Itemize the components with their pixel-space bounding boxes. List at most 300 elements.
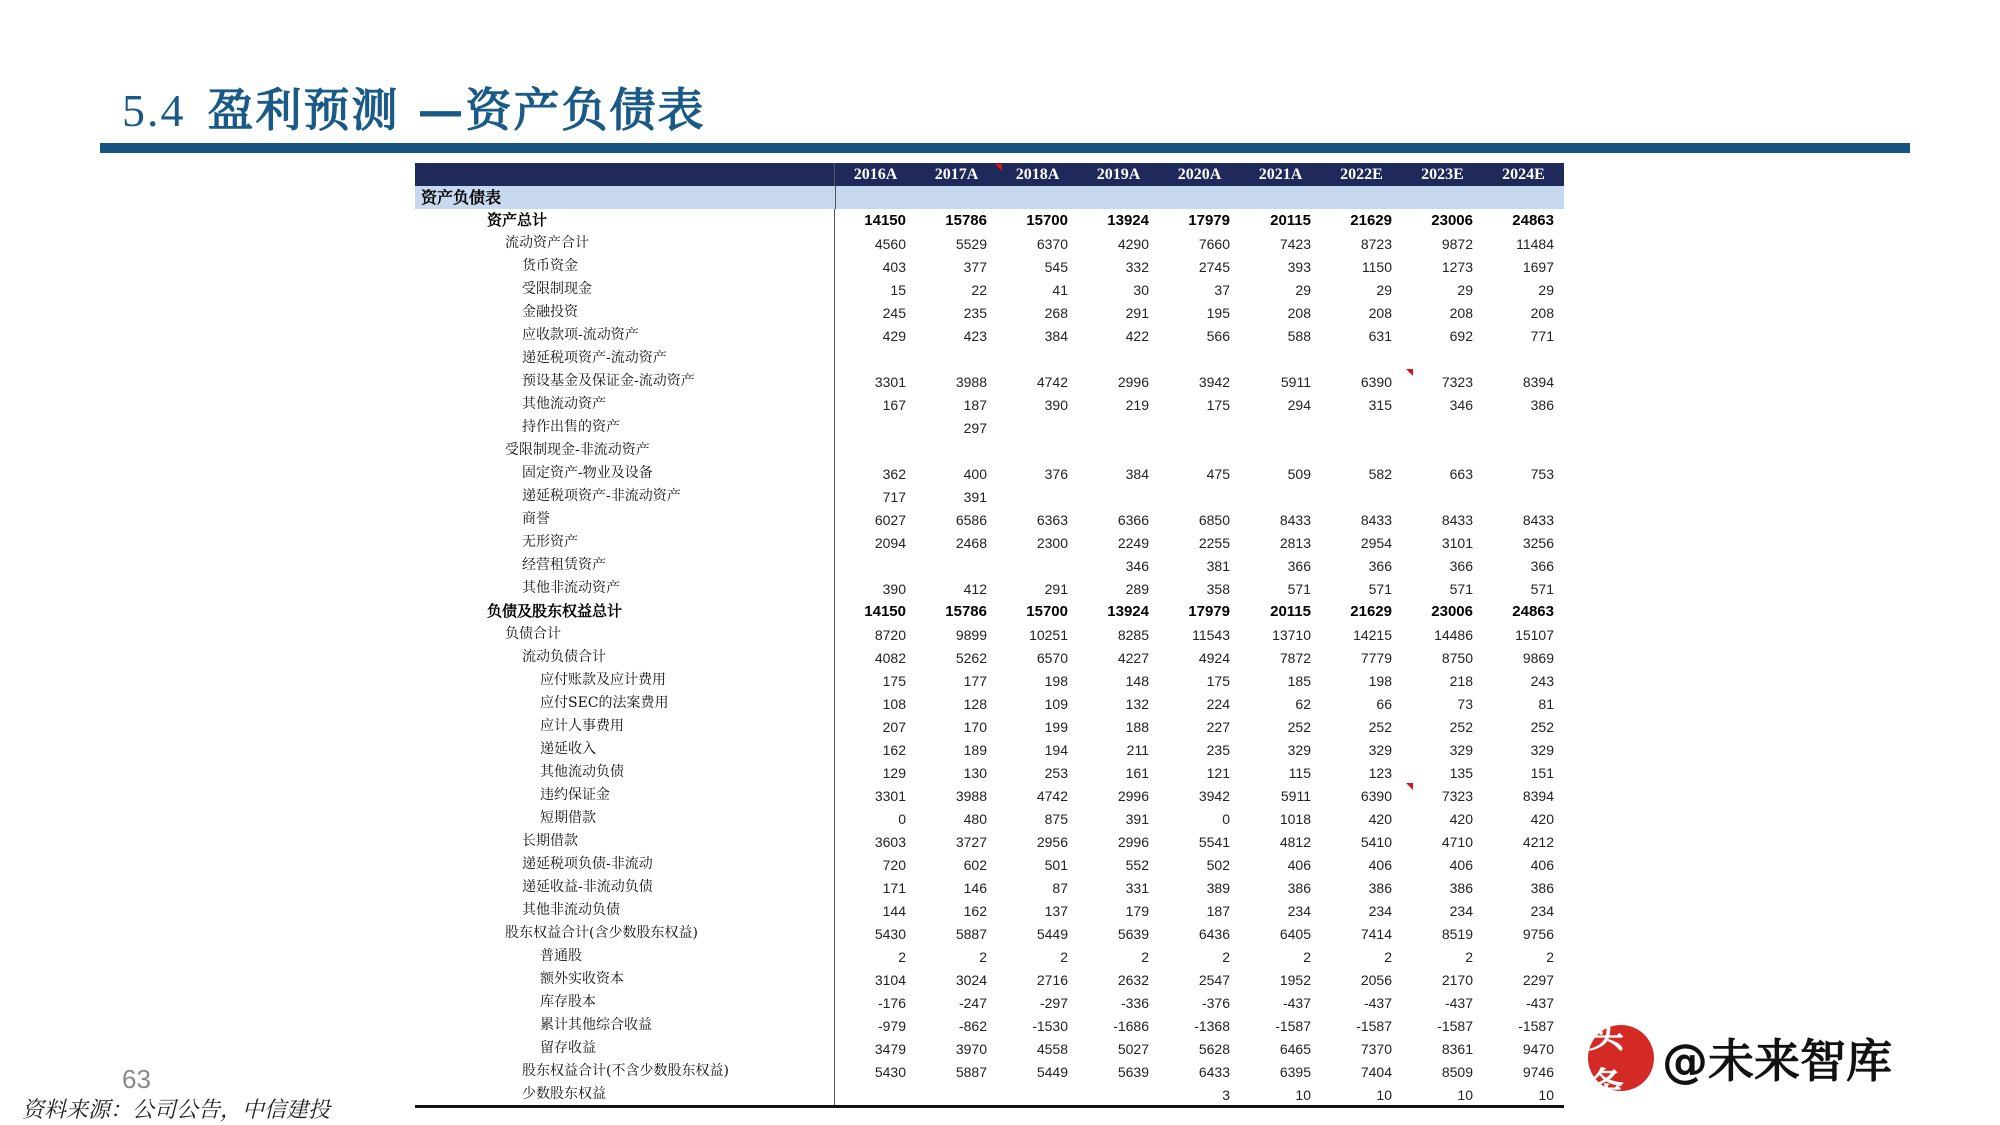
table-row [415, 1014, 1564, 1037]
value-cell: 6405 [1279, 925, 1311, 942]
value-cell: 5911 [1280, 373, 1311, 390]
table-row [415, 623, 1564, 646]
value-cell: 376 [1044, 465, 1068, 482]
value-cell: 381 [1206, 557, 1230, 574]
value-cell: 2813 [1279, 534, 1311, 551]
row-label: 其他流动负债 [415, 761, 835, 784]
value-cell: 8394 [1522, 787, 1554, 804]
value-cell: 2632 [1117, 971, 1149, 988]
table-row [415, 830, 1564, 853]
row-label: 递延税项资产-非流动资产 [415, 485, 835, 508]
value-cell: 6370 [1036, 235, 1068, 252]
value-cell: 13924 [1107, 212, 1149, 229]
value-cell: 329 [1287, 741, 1311, 758]
value-cell: 132 [1125, 695, 1149, 712]
value-cell: 29 [1538, 281, 1554, 298]
value-cell: -437 [1363, 994, 1392, 1011]
table-row [415, 715, 1564, 738]
value-cell: 108 [882, 695, 906, 712]
watermark [1588, 1015, 1892, 1107]
value-cell: 4227 [1117, 649, 1149, 666]
value-cell: 717 [882, 488, 906, 505]
row-label: 经营租赁资产 [415, 554, 835, 577]
value-cell: 3301 [874, 373, 906, 390]
value-cell: 366 [1368, 557, 1392, 574]
value-cell: 5430 [874, 1063, 906, 1080]
value-cell: 4742 [1036, 787, 1068, 804]
value-cell: 386 [1530, 879, 1554, 896]
value-cell: 2094 [874, 534, 906, 551]
value-cell: 2300 [1036, 534, 1068, 551]
value-cell: 390 [1044, 396, 1068, 413]
value-cell: 2996 [1117, 787, 1149, 804]
value-cell: 144 [882, 902, 906, 919]
row-label: 递延收益-非流动负债 [415, 876, 835, 899]
value-cell: -1587 [1518, 1017, 1554, 1034]
value-cell: 2255 [1198, 534, 1230, 551]
year-header-2022E: 2022E [1340, 165, 1383, 183]
value-cell: 2954 [1360, 534, 1392, 551]
table-row [415, 807, 1564, 830]
table-row [415, 439, 1564, 462]
value-cell: -247 [958, 994, 987, 1011]
value-cell: -1587 [1275, 1017, 1311, 1034]
title-divider [100, 143, 1910, 153]
table-header-row [415, 163, 1564, 186]
value-cell: 5449 [1036, 925, 1068, 942]
value-cell: 571 [1287, 580, 1311, 597]
value-cell: 8394 [1522, 373, 1554, 390]
value-cell: 571 [1449, 580, 1473, 597]
value-cell: 208 [1449, 304, 1473, 321]
year-header-2024E: 2024E [1502, 165, 1545, 183]
value-cell: 5449 [1036, 1063, 1068, 1080]
value-cell: 3256 [1522, 534, 1554, 551]
value-cell: 29 [1376, 281, 1392, 298]
value-cell: 185 [1287, 672, 1311, 689]
value-cell: 14150 [864, 212, 906, 229]
value-cell: 207 [882, 718, 906, 735]
value-cell: 420 [1449, 810, 1473, 827]
value-cell: -336 [1120, 994, 1149, 1011]
value-cell: 3942 [1198, 787, 1230, 804]
value-cell: 8519 [1441, 925, 1473, 942]
value-cell: 5639 [1117, 1063, 1149, 1080]
value-cell: 224 [1206, 695, 1230, 712]
value-cell: 167 [882, 396, 906, 413]
value-cell: -376 [1201, 994, 1230, 1011]
page-number: 63 [122, 1064, 151, 1094]
value-cell: 8285 [1117, 626, 1149, 643]
value-cell: 252 [1530, 718, 1554, 735]
value-cell: 6027 [874, 511, 906, 528]
value-cell: 8433 [1522, 511, 1554, 528]
row-label: 应付SEC的法案费用 [415, 692, 835, 715]
value-cell: 21629 [1350, 603, 1392, 620]
table-row [415, 278, 1564, 301]
value-cell: 390 [882, 580, 906, 597]
value-cell: 289 [1125, 580, 1149, 597]
row-label: 违约保证金 [415, 784, 835, 807]
value-cell: 389 [1206, 879, 1230, 896]
table-row [415, 508, 1564, 531]
table-row [415, 1037, 1564, 1060]
value-cell: 602 [963, 856, 987, 873]
value-cell: 692 [1449, 327, 1473, 344]
value-cell: 208 [1530, 304, 1554, 321]
value-cell: 162 [963, 902, 987, 919]
table-row [415, 784, 1564, 807]
value-cell: 1697 [1522, 258, 1554, 275]
value-cell: 1273 [1441, 258, 1473, 275]
value-cell: 2996 [1117, 373, 1149, 390]
value-cell: 123 [1368, 764, 1392, 781]
row-label: 流动负债合计 [415, 646, 835, 669]
table-row [415, 761, 1564, 784]
value-cell: 22 [971, 281, 987, 298]
value-cell: 588 [1287, 327, 1311, 344]
value-cell: -1368 [1194, 1017, 1230, 1034]
value-cell: 2297 [1522, 971, 1554, 988]
value-cell: 7323 [1441, 373, 1473, 390]
row-label: 持作出售的资产 [415, 416, 835, 439]
value-cell: 9470 [1522, 1040, 1554, 1057]
section-number: 5.4 [122, 85, 186, 136]
value-cell: 366 [1530, 557, 1554, 574]
row-label: 其他流动资产 [415, 393, 835, 416]
value-cell: 329 [1368, 741, 1392, 758]
table-row [415, 738, 1564, 761]
value-cell: 177 [963, 672, 987, 689]
value-cell: 234 [1530, 902, 1554, 919]
value-cell: 720 [882, 856, 906, 873]
value-cell: 384 [1044, 327, 1068, 344]
value-cell: 161 [1125, 764, 1149, 781]
value-cell: 235 [963, 304, 987, 321]
value-cell: 5628 [1198, 1040, 1230, 1057]
value-cell: 3988 [955, 373, 987, 390]
row-label: 短期借款 [415, 807, 835, 830]
row-label: 少数股东权益 [415, 1083, 835, 1106]
row-label: 其他非流动资产 [415, 577, 835, 600]
value-cell: 6465 [1279, 1040, 1311, 1057]
row-label: 流动资产合计 [415, 232, 835, 255]
value-cell: 294 [1287, 396, 1311, 413]
table-row [415, 347, 1564, 370]
value-cell: 11484 [1516, 235, 1554, 252]
table-row [415, 646, 1564, 669]
value-cell: -979 [877, 1017, 906, 1034]
value-cell: 406 [1449, 856, 1473, 873]
value-cell: 3942 [1198, 373, 1230, 390]
value-cell: 252 [1449, 718, 1473, 735]
value-cell: 1150 [1361, 258, 1392, 275]
value-cell: 406 [1530, 856, 1554, 873]
watermark-text: @未来智库 [1662, 1034, 1892, 1088]
row-label: 受限制现金 [415, 278, 835, 301]
value-cell: 753 [1530, 465, 1554, 482]
slide-title [122, 74, 706, 140]
value-cell: 7404 [1360, 1063, 1392, 1080]
year-header-2020A: 2020A [1177, 165, 1222, 183]
header-label-cell [415, 163, 835, 186]
row-label: 额外实收资本 [415, 968, 835, 991]
value-cell: 109 [1044, 695, 1068, 712]
value-cell: 386 [1287, 879, 1311, 896]
value-cell: 393 [1287, 258, 1311, 275]
value-cell: 81 [1538, 695, 1554, 712]
value-cell: 0 [1222, 810, 1230, 827]
value-cell: 5887 [955, 925, 987, 942]
value-cell: 20115 [1270, 212, 1311, 229]
value-cell: 631 [1368, 327, 1392, 344]
value-cell: 5911 [1280, 787, 1311, 804]
value-cell: 346 [1125, 557, 1149, 574]
value-cell: 2 [1546, 948, 1554, 965]
value-cell: 2716 [1036, 971, 1068, 988]
value-cell: 219 [1125, 396, 1149, 413]
value-cell: 2956 [1036, 833, 1068, 850]
value-cell: 7423 [1279, 235, 1311, 252]
value-cell: 346 [1449, 396, 1473, 413]
value-cell: 8723 [1360, 235, 1392, 252]
value-cell: 2056 [1360, 971, 1392, 988]
row-label: 其他非流动负债 [415, 899, 835, 922]
table-row [415, 393, 1564, 416]
value-cell: 171 [882, 879, 906, 896]
value-cell: 9746 [1522, 1063, 1554, 1080]
value-cell: 198 [1368, 672, 1392, 689]
value-cell: 4812 [1279, 833, 1311, 850]
table-row [415, 899, 1564, 922]
value-cell: -1686 [1113, 1017, 1149, 1034]
value-cell: 62 [1295, 695, 1311, 712]
value-cell: 175 [1206, 672, 1230, 689]
row-label: 库存股本 [415, 991, 835, 1014]
value-cell: 391 [1125, 810, 1149, 827]
value-cell: 386 [1530, 396, 1554, 413]
value-cell: 5430 [874, 925, 906, 942]
value-cell: 41 [1052, 281, 1068, 298]
row-label: 应收款项-流动资产 [415, 324, 835, 347]
value-cell: 552 [1125, 856, 1149, 873]
table-row [415, 416, 1564, 439]
value-cell: 6436 [1198, 925, 1230, 942]
value-cell: 179 [1125, 902, 1149, 919]
value-cell: 17979 [1188, 212, 1230, 229]
value-cell: 9869 [1522, 649, 1554, 666]
table-row [415, 876, 1564, 899]
value-cell: 6586 [955, 511, 987, 528]
value-cell: 4560 [874, 235, 906, 252]
row-label: 负债及股东权益总计 [415, 600, 835, 623]
table-row [415, 692, 1564, 715]
value-cell: 2 [1222, 948, 1230, 965]
value-cell: 403 [882, 258, 906, 275]
value-cell: 208 [1368, 304, 1392, 321]
value-cell: 3024 [955, 971, 987, 988]
year-header-2018A: 2018A [1015, 165, 1060, 183]
value-cell: 235 [1206, 741, 1230, 758]
year-header-2021A: 2021A [1258, 165, 1303, 183]
value-cell: 135 [1449, 764, 1473, 781]
value-cell: 4710 [1441, 833, 1473, 850]
value-cell: 10 [1457, 1086, 1473, 1103]
value-cell: 195 [1206, 304, 1230, 321]
value-cell: 2468 [955, 534, 987, 551]
value-cell: 234 [1368, 902, 1392, 919]
value-cell: 5410 [1360, 833, 1392, 850]
year-header-2019A: 2019A [1096, 165, 1141, 183]
value-cell: 13924 [1107, 603, 1149, 620]
comment-marker-icon [1406, 369, 1413, 376]
value-cell: 2170 [1441, 971, 1473, 988]
value-cell: 331 [1125, 879, 1149, 896]
value-cell: 6395 [1279, 1063, 1311, 1080]
value-cell: 24863 [1512, 212, 1554, 229]
value-cell: 3727 [955, 833, 987, 850]
value-cell: 2 [1141, 948, 1149, 965]
value-cell: 24863 [1512, 603, 1554, 620]
row-label: 负债合计 [415, 623, 835, 646]
value-cell: 29 [1457, 281, 1473, 298]
value-cell: 130 [963, 764, 987, 781]
comment-marker-icon [995, 164, 1002, 171]
value-cell: 227 [1206, 718, 1230, 735]
value-cell: 5529 [955, 235, 987, 252]
table-bottom-border [415, 1105, 1564, 1108]
row-label: 商誉 [415, 508, 835, 531]
value-cell: -437 [1525, 994, 1554, 1011]
value-cell: 15107 [1515, 626, 1554, 643]
value-cell: 3970 [955, 1040, 987, 1057]
value-cell: 17979 [1188, 603, 1230, 620]
value-cell: 245 [882, 304, 906, 321]
year-header-2016A: 2016A [853, 165, 898, 183]
row-label: 预设基金及保证金-流动资产 [415, 370, 835, 393]
row-label: 递延收入 [415, 738, 835, 761]
value-cell: -1587 [1437, 1017, 1473, 1034]
value-cell: 366 [1449, 557, 1473, 574]
value-cell: 3101 [1441, 534, 1473, 551]
value-cell: 15786 [945, 603, 987, 620]
value-cell: 429 [882, 327, 906, 344]
row-label: 递延税项负债-非流动 [415, 853, 835, 876]
value-cell: 14486 [1434, 626, 1473, 643]
value-cell: 291 [1125, 304, 1149, 321]
value-cell: 5887 [955, 1063, 987, 1080]
value-cell: 218 [1449, 672, 1473, 689]
value-cell: 8750 [1441, 649, 1473, 666]
comment-marker-icon [1406, 783, 1413, 790]
value-cell: 329 [1449, 741, 1473, 758]
value-cell: 252 [1287, 718, 1311, 735]
section-label: 资产负债表 [415, 186, 836, 209]
row-label: 货币资金 [415, 255, 835, 278]
value-cell: 400 [963, 465, 987, 482]
value-cell: 9872 [1441, 235, 1473, 252]
row-label: 金融投资 [415, 301, 835, 324]
value-cell: 3479 [874, 1040, 906, 1057]
value-cell: 366 [1287, 557, 1311, 574]
value-cell: 188 [1125, 718, 1149, 735]
value-cell: 20115 [1270, 603, 1311, 620]
value-cell: 8720 [874, 626, 906, 643]
value-cell: 3603 [874, 833, 906, 850]
row-label: 应计人事费用 [415, 715, 835, 738]
value-cell: 15786 [945, 212, 987, 229]
value-cell: 384 [1125, 465, 1149, 482]
row-label: 应付账款及应计费用 [415, 669, 835, 692]
row-label: 累计其他综合收益 [415, 1014, 835, 1037]
value-cell: 234 [1287, 902, 1311, 919]
value-cell: 8361 [1441, 1040, 1473, 1057]
value-cell: 1952 [1279, 971, 1311, 988]
row-label: 普通股 [415, 945, 835, 968]
value-cell: 6433 [1198, 1063, 1230, 1080]
table-row [415, 209, 1564, 232]
value-cell: 73 [1457, 695, 1473, 712]
table-row [415, 1060, 1564, 1083]
value-cell: 501 [1044, 856, 1068, 873]
table-row [415, 922, 1564, 945]
value-cell: 8433 [1441, 511, 1473, 528]
value-cell: 4212 [1522, 833, 1554, 850]
value-cell: 199 [1044, 718, 1068, 735]
value-cell: 771 [1530, 327, 1554, 344]
value-cell: -176 [877, 994, 906, 1011]
value-cell: 187 [1206, 902, 1230, 919]
value-cell: 480 [963, 810, 987, 827]
value-cell: 87 [1052, 879, 1068, 896]
value-cell: 475 [1206, 465, 1230, 482]
value-cell: 3104 [874, 971, 906, 988]
value-cell: 8433 [1279, 511, 1311, 528]
table-row [415, 370, 1564, 393]
value-cell: 4742 [1036, 373, 1068, 390]
value-cell: 4290 [1117, 235, 1149, 252]
value-cell: 7872 [1279, 649, 1311, 666]
value-cell: 291 [1044, 580, 1068, 597]
year-header-2023E: 2023E [1421, 165, 1464, 183]
value-cell: 15700 [1026, 603, 1068, 620]
value-cell: 566 [1206, 327, 1230, 344]
value-cell: 189 [963, 741, 987, 758]
value-cell: 3988 [955, 787, 987, 804]
value-cell: 875 [1044, 810, 1068, 827]
value-cell: 0 [898, 810, 906, 827]
value-cell: 15700 [1026, 212, 1068, 229]
value-cell: 7370 [1360, 1040, 1392, 1057]
value-cell: 194 [1044, 741, 1068, 758]
value-cell: -437 [1282, 994, 1311, 1011]
table-row [415, 991, 1564, 1014]
value-cell: 4558 [1036, 1040, 1068, 1057]
value-cell: 2996 [1117, 833, 1149, 850]
table-row [415, 232, 1564, 255]
value-cell: 1018 [1279, 810, 1311, 827]
value-cell: 208 [1287, 304, 1311, 321]
value-cell: 315 [1368, 396, 1392, 413]
value-cell: 2745 [1198, 258, 1230, 275]
title-text: 盈利预测 —资产负债表 [207, 83, 706, 137]
value-cell: 23006 [1431, 603, 1473, 620]
value-cell: 509 [1287, 465, 1311, 482]
value-cell: 412 [963, 580, 987, 597]
value-cell: 386 [1449, 879, 1473, 896]
value-cell: 146 [963, 879, 987, 896]
value-cell: 23006 [1431, 212, 1473, 229]
